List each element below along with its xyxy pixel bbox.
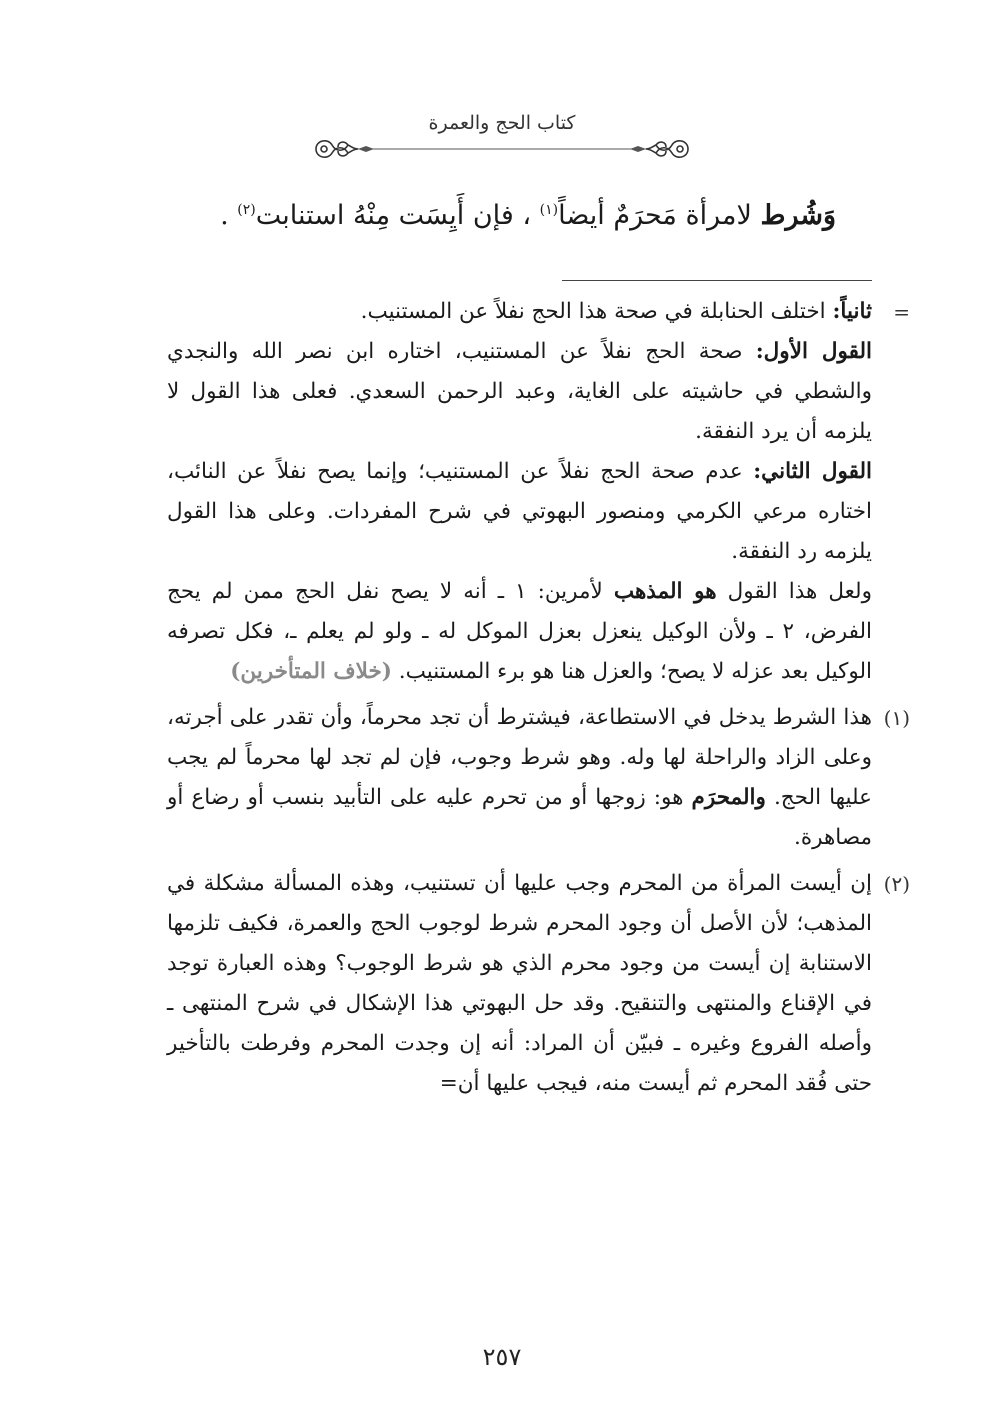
gray-annotation: (خلاف المتأخرين) [230,659,392,684]
footnote-ref-1[interactable]: (١) [539,202,559,218]
main-text-segment: لامرأة مَحرَمٌ أيضاً [558,200,761,231]
footnote-separator [562,280,872,281]
bold-heading: ثانياً: [832,299,872,324]
header-title: كتاب الحج والعمرة [428,112,576,134]
footnote-paragraph [167,572,872,692]
paragraph-text: ولعل هذا القول [716,579,872,604]
page-number: ٢٥٧ [482,1343,522,1371]
main-text-line [156,196,836,236]
footnote-2 [167,864,910,1104]
paragraph-text: إن أيست المرأة من المحرم وجب عليها أن تستنيب، وهذه المسألة مشكلة في المذهب؛ لأن الأصل أن وجود المحرم شرط لوجوب الحج والعمرة، فكيف تلزمها الاستنابة إن أيست من وجود محرم الذي هو شرط الوجوب؟ وهذه العبارة توجد في الإقناع والمنتهى والتنقيح. وقد حل البهوتي هذا الإشكال في شرح المنتهى ـ وأصله الفروع وغيره ـ فبيّن أن المراد: أنه إن وجدت المحرم وفرطت بالتأخير حتى فُقد المحرم ثم أيست منه، فيجب عليها أن= [167,871,872,1096]
footnote-paragraph [167,452,872,572]
footnotes-block [167,292,910,1104]
paragraph-text: لأمرين: ١ ـ أنه لا يصح نفل الحج ممن لم يحج الفرض، ٢ ـ ولأن الوكيل ينعزل بعزل الموكل له ـ ولو لم يعلم ـ، فكل تصرفه الوكيل بعد عزله لا يصح؛ والعزل هنا هو برء المستنيب. [167,579,872,684]
main-text-segment: . [220,200,238,231]
bold-term: والمحرَم [691,785,766,810]
footnote-ref-2[interactable]: (٢) [237,202,256,218]
continuation-marker: = [893,300,910,324]
footnote-continuation-paragraph [167,292,910,332]
bold-term: هو المذهب [613,579,717,604]
paragraph-text: صحة الحج نفلاً عن المستنيب، اختاره ابن نصر الله والنجدي والشطي في حاشيته على الغاية، وعبد الرحمن السعدي. فعلى هذا القول لا يلزمه أن يرد النفقة. [167,339,872,444]
footnote-number-1: (١) [883,706,910,730]
paragraph-text: عدم صحة الحج نفلاً عن المستنيب؛ وإنما يصح نفلاً عن النائب، اختاره مرعي الكرمي ومنصور البهوتي في شرح المفردات. وعلى هذا القول يلزمه رد النفقة. [167,459,872,564]
footnote-paragraph [167,332,872,452]
main-bold-term: وَشُرط [760,200,836,231]
running-header [0,112,1004,172]
footnote-number-2: (٢) [883,872,910,896]
bold-heading: القول الثاني: [753,459,872,484]
footnote-1 [167,698,910,858]
paragraph-text: هذا الشرط يدخل في الاستطاعة، فيشترط أن تجد محرماً، وأن تقدر على أجرته، وعلى الزاد والراحلة لها وله. وهو شرط وجوب، فإن لم تجد لها محرماً لم يجب عليها الحج. [167,705,872,810]
main-text-segment: ، فإن أَيِسَت مِنْهُ استنابت [255,200,540,231]
paragraph-text: اختلف الحنابلة في صحة هذا الحج نفلاً عن المستنيب. [360,299,833,324]
paragraph-text: هو: زوجها أو من تحرم عليه على التأبيد بنسب أو رضاع أو مصاهرة. [167,785,872,850]
bold-heading: القول الأول: [755,339,872,364]
ornament-divider-icon [310,132,694,166]
